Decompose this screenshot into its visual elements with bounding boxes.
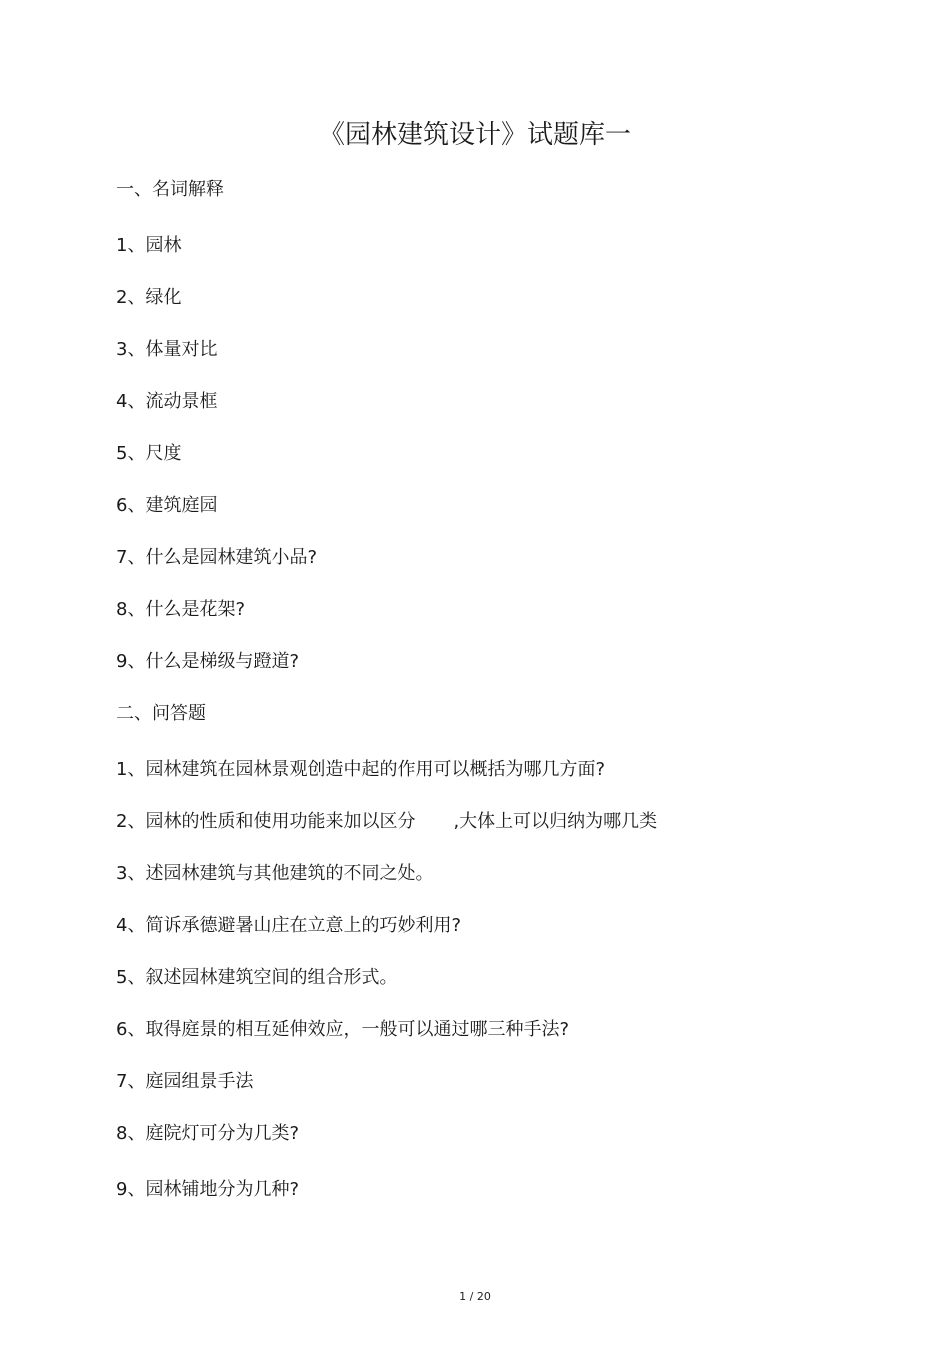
question-item-part: ,大体上可以归纳为哪几类 bbox=[453, 811, 658, 832]
term-item: 5、尺度 bbox=[116, 443, 182, 464]
page-number: 1 / 20 bbox=[459, 1290, 491, 1303]
question-item: 7、庭园组景手法 bbox=[116, 1071, 254, 1092]
question-item bbox=[116, 809, 657, 835]
question-item: 1、园林建筑在园林景观创造中起的作用可以概括为哪几方面? bbox=[116, 759, 606, 780]
section-heading-terms: 一、名词解释 bbox=[116, 179, 224, 200]
section-heading-questions: 二、问答题 bbox=[116, 703, 206, 724]
question-item: 5、叙述园林建筑空间的组合形式。 bbox=[116, 967, 398, 988]
term-item: 4、流动景框 bbox=[116, 391, 218, 412]
question-item: 6、取得庭景的相互延伸效应，一般可以通过哪三种手法? bbox=[116, 1019, 570, 1040]
term-item: 2、绿化 bbox=[116, 287, 182, 308]
question-item: 9、园林铺地分为几种? bbox=[116, 1179, 300, 1200]
document-title: 《园林建筑设计》试题库一 bbox=[318, 120, 631, 150]
question-item: 3、述园林建筑与其他建筑的不同之处。 bbox=[116, 863, 434, 884]
question-item: 8、庭院灯可分为几类? bbox=[116, 1123, 300, 1144]
question-item: 4、简诉承德避暑山庄在立意上的巧妙利用? bbox=[116, 915, 462, 936]
question-item-part: 2、园林的性质和使用功能来加以区分 bbox=[116, 811, 416, 832]
term-item: 3、体量对比 bbox=[116, 339, 218, 360]
term-item: 9、什么是梯级与蹬道? bbox=[116, 651, 300, 672]
term-item: 7、什么是园林建筑小品? bbox=[116, 547, 318, 568]
term-item: 8、什么是花架? bbox=[116, 599, 246, 620]
term-item: 1、园林 bbox=[116, 235, 182, 256]
term-item: 6、建筑庭园 bbox=[116, 495, 218, 516]
